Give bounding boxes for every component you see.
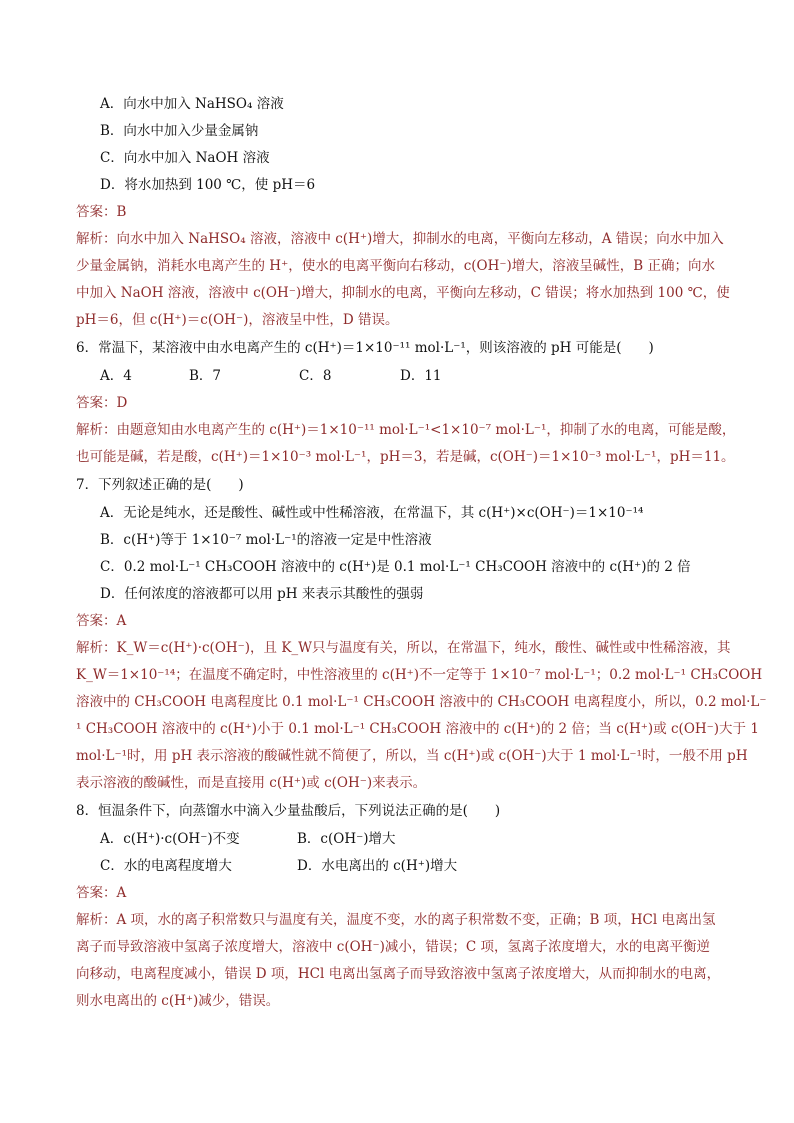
q6-answer: 答案：D	[76, 395, 128, 411]
q8-option-a: A．c(H⁺)·c(OH⁻)不变	[100, 831, 240, 847]
q8-option-c: C．水的电离程度增大	[100, 858, 232, 874]
q7-option-c: C．0.2 mol·L⁻¹ CH₃COOH 溶液中的 c(H⁺)是 0.1 mol·L⁻¹ CH₃COOH 溶液中的 c(H⁺)的 2 倍	[100, 559, 691, 575]
q5-option-b: B．向水中加入少量金属钠	[100, 123, 259, 139]
q8-answer: 答案：A	[76, 885, 127, 901]
q7-analysis-line: 表示溶液的酸碱性，而是直接用 c(H⁺)或 c(OH⁻)来表示。	[76, 775, 427, 791]
q7-option-a: A．无论是纯水，还是酸性、碱性或中性稀溶液，在常温下，其 c(H⁺)×c(OH⁻)＝1×10⁻¹⁴	[100, 505, 644, 521]
q7-analysis-line: mol·L⁻¹时，用 pH 表示溶液的酸碱性就不简便了，所以，当 c(H⁺)或 c(OH⁻)大于 1 mol·L⁻¹时，一般不用 pH	[76, 748, 748, 764]
q8-stem: 8．恒温条件下，向蒸馏水中滴入少量盐酸后，下列说法正确的是( )	[76, 803, 501, 819]
q6-option-d: D．11	[400, 368, 442, 384]
q6-option-c: C．8	[299, 368, 332, 384]
q6-analysis-line: 解析：由题意知由水电离产生的 c(H⁺)＝1×10⁻¹¹ mol·L⁻¹<1×10⁻⁷ mol·L⁻¹，抑制了水的电离，可能是酸，	[76, 422, 736, 438]
q5-analysis-line: 少量金属钠，消耗水电离产生的 H⁺，使水的电离平衡向右移动，c(OH⁻)增大，溶液呈碱性，B 正确；向水	[76, 258, 715, 274]
q5-option-a: A．向水中加入 NaHSO₄ 溶液	[100, 96, 284, 112]
q5-analysis-line: 解析：向水中加入 NaHSO₄ 溶液，溶液中 c(H⁺)增大，抑制水的电离，平衡向左移动，A 错误；向水中加入	[76, 231, 724, 247]
q5-option-d: D．将水加热到 100 ℃，使 pH＝6	[100, 177, 316, 193]
q7-option-b: B．c(H⁺)等于 1×10⁻⁷ mol·L⁻¹的溶液一定是中性溶液	[100, 532, 432, 548]
q5-analysis-line: 中加入 NaOH 溶液，溶液中 c(OH⁻)增大，抑制水的电离，平衡向左移动，C 错误；将水加热到 100 ℃，使	[76, 285, 730, 301]
q8-analysis-line: 向移动，电离程度减小，错误 D 项，HCl 电离出氢离子而导致溶液中氢离子浓度增大，从而抑制水的电离，	[76, 966, 721, 982]
q8-option-d: D．水电离出的 c(H⁺)增大	[297, 858, 458, 874]
q8-analysis-line: 解析：A 项，水的离子积常数只与温度有关，温度不变，水的离子积常数不变，正确；B 项，HCl 电离出氢	[76, 912, 716, 928]
q7-analysis-line: K_W＝1×10⁻¹⁴；在温度不确定时，中性溶液里的 c(H⁺)不一定等于 1×10⁻⁷ mol·L⁻¹；0.2 mol·L⁻¹ CH₃COOH	[76, 667, 763, 683]
q6-option-b: B．7	[189, 368, 222, 384]
q7-option-d: D．任何浓度的溶液都可以用 pH 来表示其酸性的强弱	[100, 586, 424, 602]
q5-analysis-line: pH＝6，但 c(H⁺)＝c(OH⁻)，溶液呈中性，D 错误。	[76, 312, 399, 328]
q5-answer: 答案：B	[76, 204, 127, 220]
q8-analysis-line: 离子而导致溶液中氢离子浓度增大，溶液中 c(OH⁻)减小，错误；C 项，氢离子浓度增大，水的电离平衡逆	[76, 939, 710, 955]
q7-analysis-line: ¹ CH₃COOH 溶液中的 c(H⁺)小于 0.1 mol·L⁻¹ CH₃COOH 溶液中的 c(H⁺)的 2 倍；当 c(H⁺)或 c(OH⁻)大于 1	[76, 721, 759, 737]
q8-analysis-line: 则水电离出的 c(H⁺)减少，错误。	[76, 993, 280, 1009]
q5-option-c: C．向水中加入 NaOH 溶液	[100, 150, 270, 166]
q8-option-b: B．c(OH⁻)增大	[297, 831, 396, 847]
q6-option-a: A．4	[100, 368, 132, 384]
q7-analysis-line: 解析：K_W＝c(H⁺)·c(OH⁻)，且 K_W只与温度有关，所以，在常温下，纯水，酸性、碱性或中性稀溶液，其	[76, 640, 731, 656]
q6-analysis-line: 也可能是碱，若是酸，c(H⁺)＝1×10⁻³ mol·L⁻¹，pH＝3，若是碱，c(OH⁻)＝1×10⁻³ mol·L⁻¹，pH＝11。	[76, 449, 735, 465]
q7-answer: 答案：A	[76, 613, 127, 629]
q7-stem: 7．下列叙述正确的是( )	[76, 477, 244, 493]
q7-analysis-line: 溶液中的 CH₃COOH 电离程度比 0.1 mol·L⁻¹ CH₃COOH 溶液中的 CH₃COOH 电离程度小，所以，0.2 mol·L⁻	[76, 694, 767, 710]
q6-stem: 6．常温下，某溶液中由水电离产生的 c(H⁺)＝1×10⁻¹¹ mol·L⁻¹，则该溶液的 pH 可能是( )	[76, 340, 654, 356]
